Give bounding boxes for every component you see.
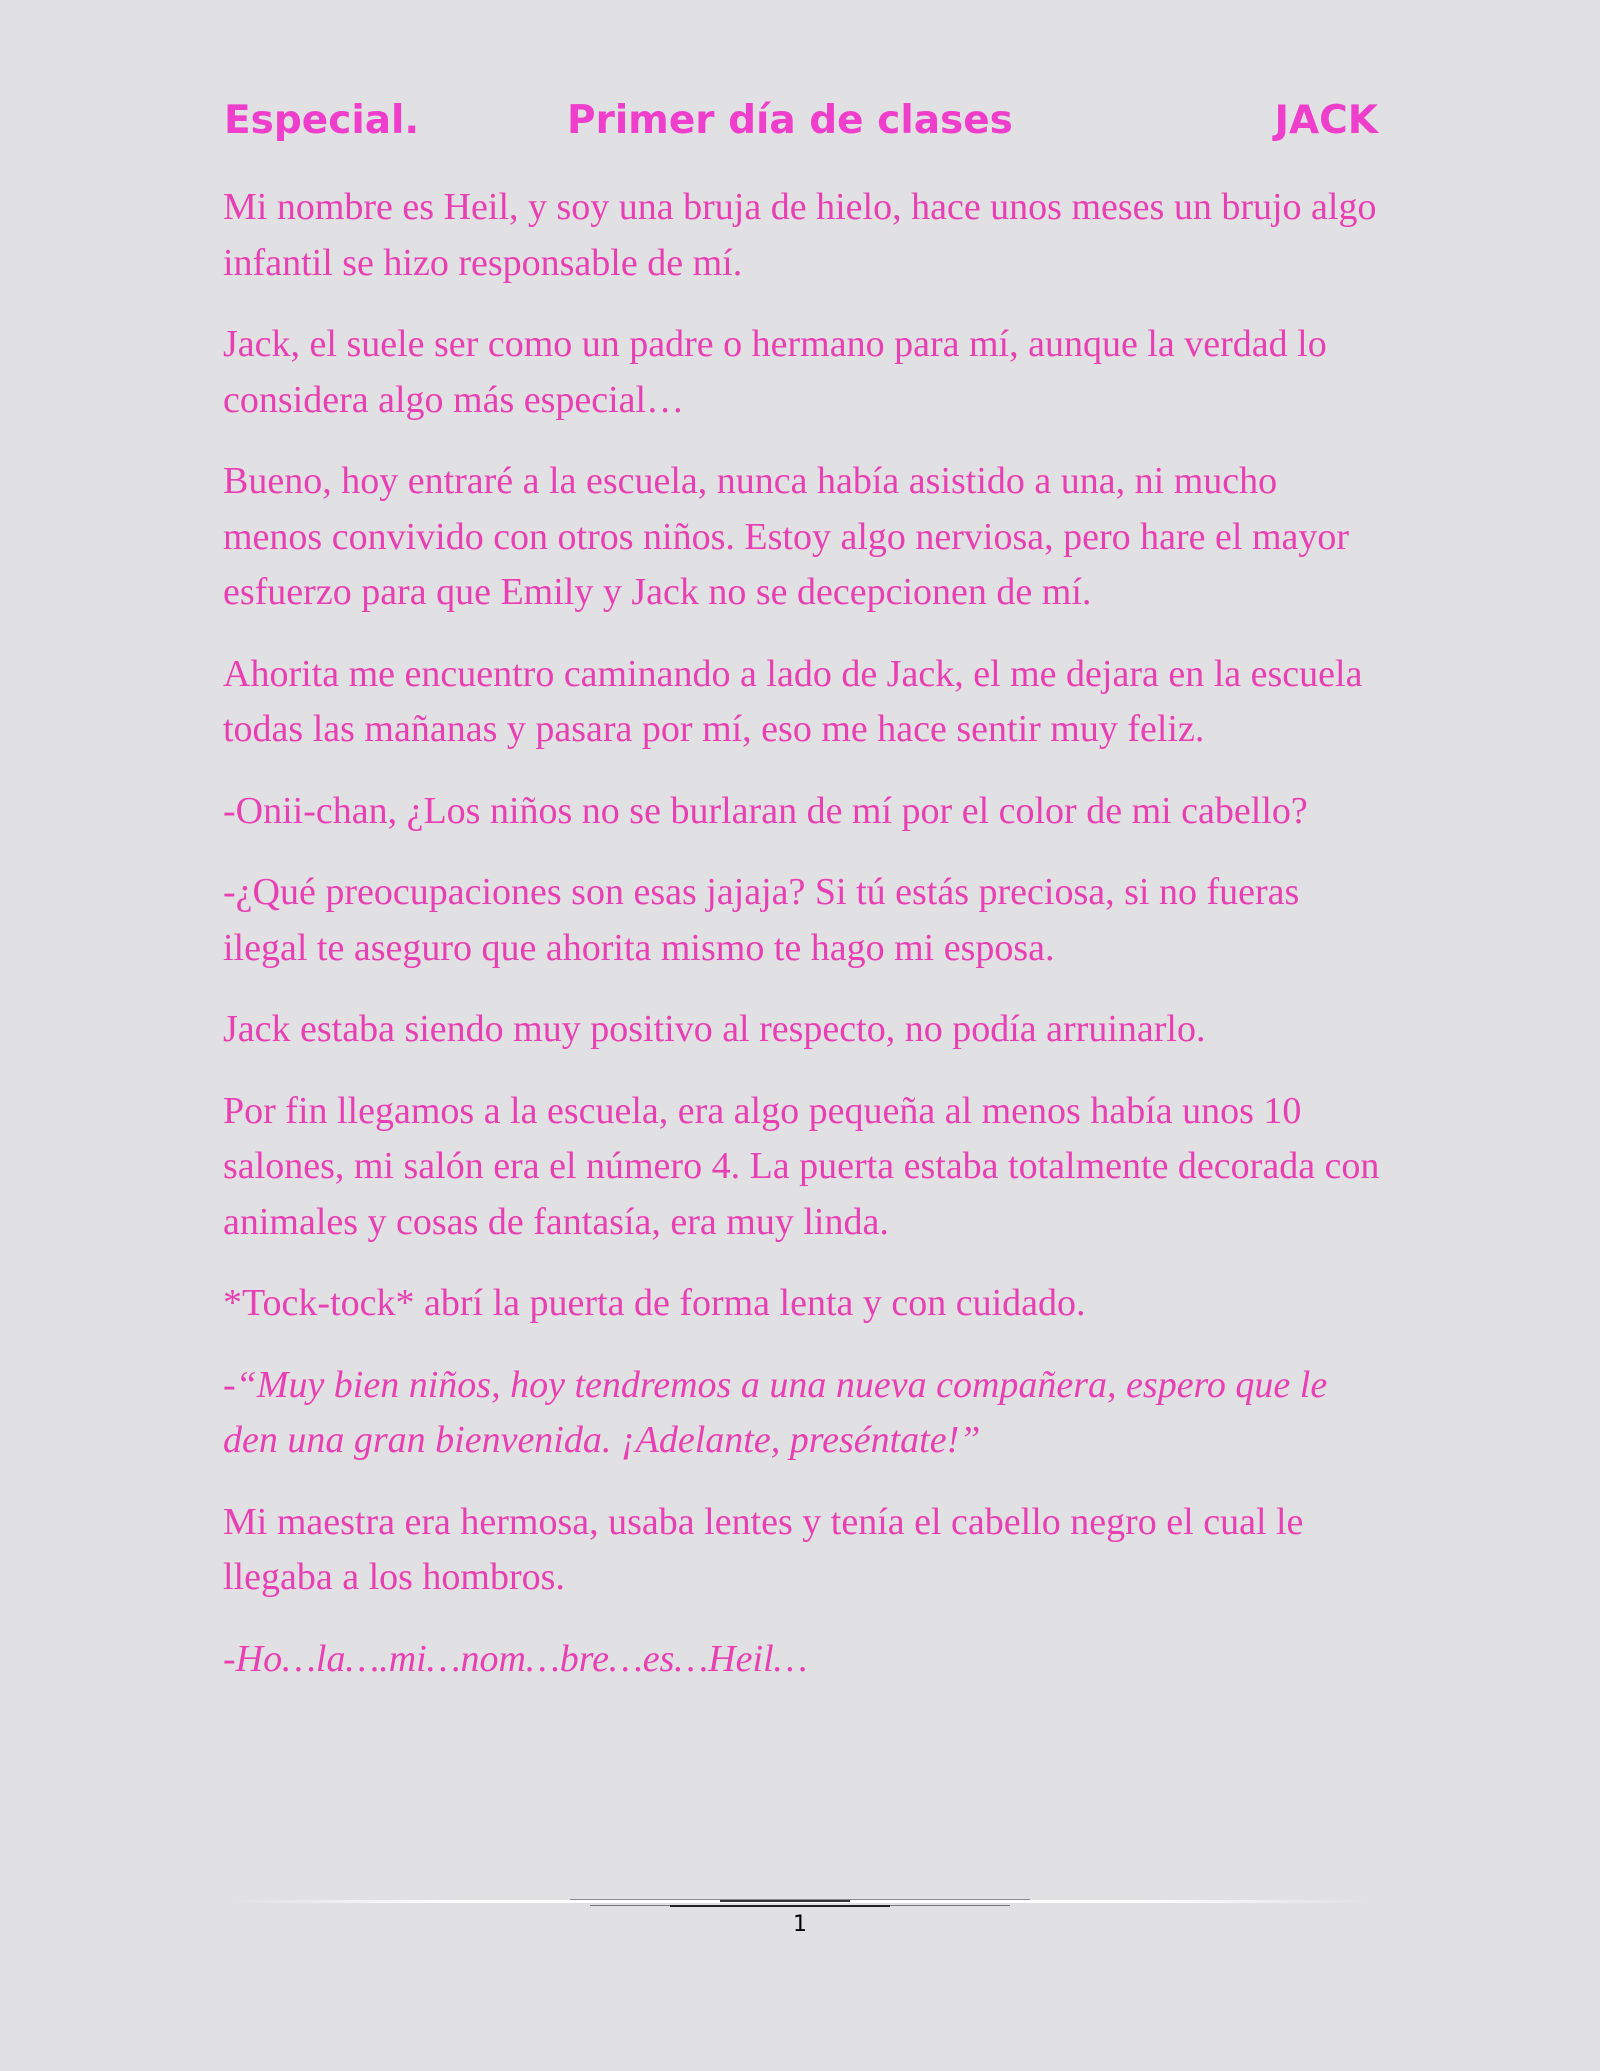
paragraph: -Onii-chan, ¿Los niños no se burlaran de mí por el color de mi cabello? — [223, 789, 1308, 832]
header-left-label: Especial. — [224, 98, 420, 143]
paragraph: -¿Qué preocupaciones son esas jajaja? Si tú estás preciosa, si no fueras ilegal te aseguro que ahorita mismo te hago mi esposa. — [223, 871, 1300, 969]
paragraph: Mi nombre es Heil, y soy una bruja de hielo, hace unos meses un brujo algo infantil se hizo responsable de mí. — [223, 186, 1377, 284]
header-title: Primer día de clases — [567, 98, 1013, 143]
footer-divider-accent — [570, 1899, 1030, 1906]
paragraph: Jack, el suele ser como un padre o hermano para mí, aunque la verdad lo considera algo más especial… — [223, 323, 1327, 421]
introduction-paragraph: -Ho…la….mi…nom…bre…es…Heil… — [223, 1637, 808, 1680]
page-number: 1 — [793, 1912, 807, 1937]
paragraph: Bueno, hoy entraré a la escuela, nunca había asistido a una, ni mucho menos convivido con otros niños. Estoy algo nerviosa, pero hare el mayor esfuerzo para que Emily y Jack no se decepcionen de mí. — [223, 460, 1350, 613]
paragraph: Ahorita me encuentro caminando a lado de Jack, el me dejara en la escuela todas las mañanas y pasara por mí, eso me hace sentir muy feliz. — [223, 652, 1363, 750]
paragraph: *Tock-tock* abrí la puerta de forma lenta y con cuidado. — [223, 1282, 1086, 1324]
paragraph: Mi maestra era hermosa, usaba lentes y tenía el cabello negro el cual le llegaba a los hombros. — [223, 1500, 1304, 1598]
paragraph: Por fin llegamos a la escuela, era algo pequeña al menos había unos 10 salones, mi salón era el número 4. La puerta estaba totalmente decorada con animales y cosas de fantasía, era muy linda. — [223, 1089, 1380, 1243]
paragraph: Jack estaba siendo muy positivo al respecto, no podía arruinarlo. — [223, 1008, 1206, 1050]
header-right-label: JACK — [1274, 98, 1378, 143]
page-header — [222, 98, 1378, 154]
teacher-quote-paragraph: -“Muy bien niños, hoy tendremos a una nueva compañera, espero que le den una gran bienvenida. ¡Adelante, preséntate!” — [223, 1363, 1328, 1461]
story-body — [223, 180, 1383, 1713]
